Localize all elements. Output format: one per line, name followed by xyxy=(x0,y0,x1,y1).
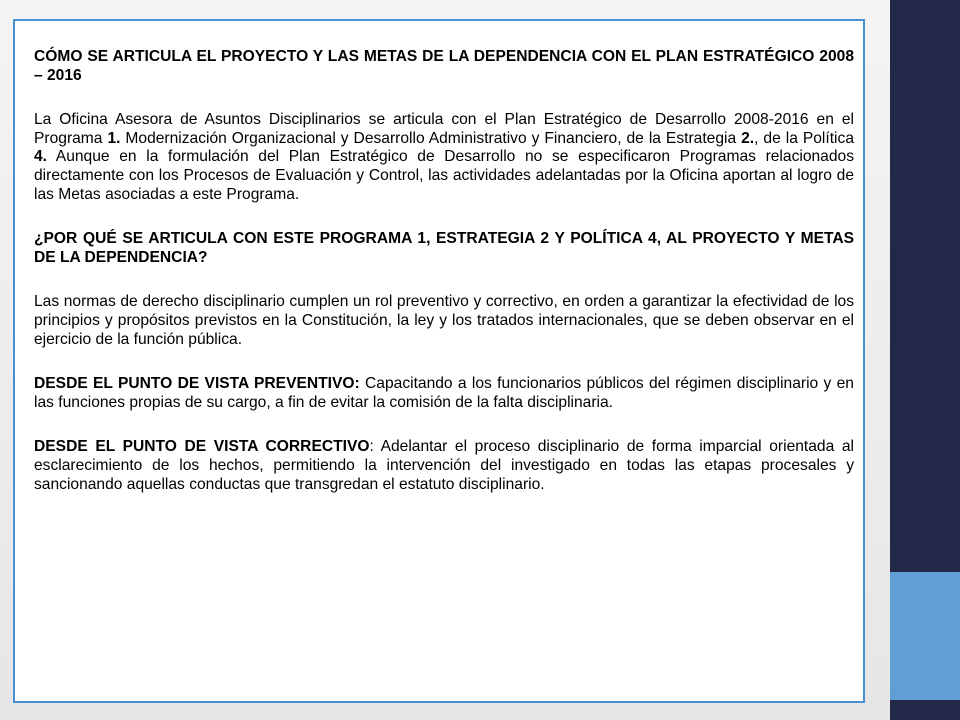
preventive-label: DESDE EL PUNTO DE VISTA PREVENTIVO: xyxy=(34,375,360,393)
policy-number: 4. xyxy=(34,148,48,166)
side-accent-decoration xyxy=(890,572,960,700)
paragraph-articulation-text-2: Modernización Organizacional y Desarrollo Administrativo y Financiero, de la Estrategia xyxy=(120,129,742,147)
heading-articulation: CÓMO SE ARTICULA EL PROYECTO Y LAS METAS DE LA DEPENDENCIA CON EL PLAN ESTRATÉGICO 2008 – 2016 xyxy=(34,48,854,84)
heading-why-articulation: ¿POR QUÉ SE ARTICULA CON ESTE PROGRAMA 1, ESTRATEGIA 2 Y POLÍTICA 4, AL PROYECTO Y METAS DE LA DEPENDENCIA? xyxy=(34,230,854,266)
strategy-number: 2. xyxy=(741,129,755,147)
paragraph-articulation-text-4: Aunque en la formulación del Plan Estratégico de Desarrollo no se especificaron Programas relacionados directamente con los Procesos de Evaluación y Control, las actividades adelantadas por la Oficina aportan al logro de las Metas asociadas a este Programa. xyxy=(34,148,854,203)
slide-content xyxy=(34,48,854,520)
paragraph-preventive xyxy=(34,375,854,412)
paragraph-articulation xyxy=(34,111,854,204)
paragraph-articulation-text-1: La Oficina Asesora de Asuntos Disciplinarios se articula con el Plan Estratégico de Desarrollo 2008-2016 en el Programa xyxy=(34,111,854,147)
preventive-text: Capacitando a los funcionarios públicos del régimen disciplinario y en las funciones propias de su cargo, a fin de evitar la comisión de la falta disciplinaria. xyxy=(34,375,854,411)
paragraph-corrective xyxy=(34,438,854,494)
corrective-text: : Adelantar el proceso disciplinario de forma imparcial orientada al esclarecimiento de los hechos, permitiendo la intervención del investigado en todas las etapas procesales y sancionando aquellas conductas que transgredan el estatuto disciplinario. xyxy=(34,438,854,493)
paragraph-disciplinary-norms: Las normas de derecho disciplinario cumplen un rol preventivo y correctivo, en orden a garantizar la efectividad de los principios y propósitos previstos en la Constitución, la ley y los tratados internacionales, que se deben observar en el ejercicio de la función pública. xyxy=(34,293,854,348)
paragraph-articulation-text-3: , de la Política xyxy=(754,129,854,147)
corrective-label: DESDE EL PUNTO DE VISTA CORRECTIVO xyxy=(34,438,370,456)
program-number: 1. xyxy=(107,129,121,147)
